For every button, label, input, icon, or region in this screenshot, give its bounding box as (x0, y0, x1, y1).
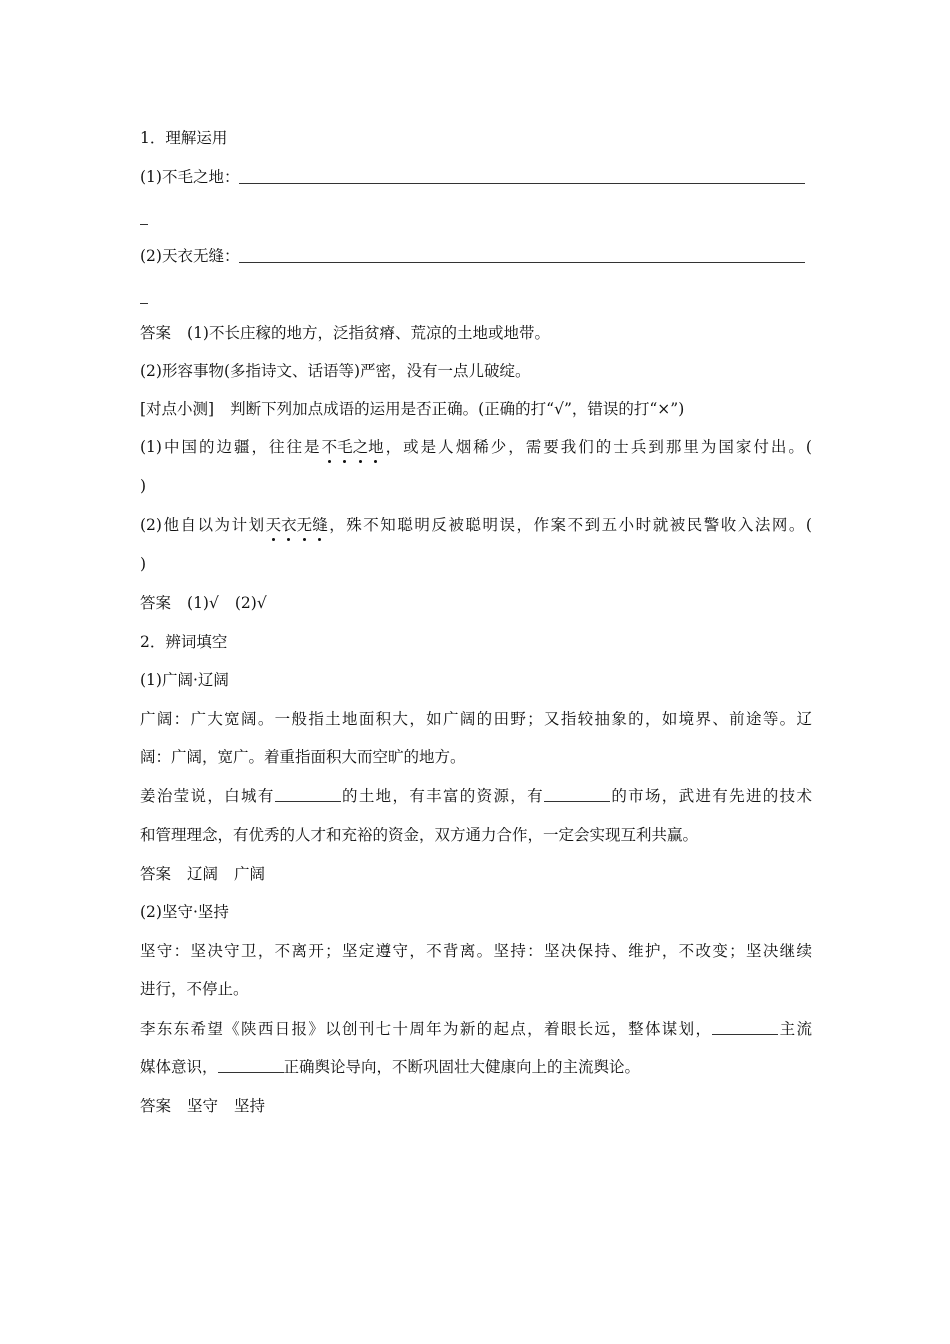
fill-blank (544, 787, 610, 802)
question-2 (140, 245, 812, 267)
answer-line-2 (239, 262, 805, 263)
dotted-char: 之 (352, 438, 369, 456)
pair-1-answer (140, 863, 812, 885)
answer-label: 答案 (140, 1097, 172, 1115)
pair-2-title: (2)坚守·坚持 (140, 903, 229, 921)
answer-line-1 (239, 183, 805, 184)
pair-1-question-b: 的土地，有丰富的资源，有 (340, 787, 544, 805)
pair-1-title: (1)广阔·辽阔 (140, 671, 229, 689)
pair-2-question-b: 主流 (778, 1020, 812, 1038)
dotted-char: 地 (368, 438, 384, 456)
pair-1-definition-2: 阔：广阔，宽广。着重指面积大而空旷的地方。 (140, 748, 466, 766)
pair-2-definition-1: 坚守：坚决守卫，不离开；坚定遵守，不背离。坚持：坚决保持、维护，不改变；坚决继续 (140, 942, 812, 960)
dotted-char: 无 (296, 516, 313, 534)
pair-2-question-1 (140, 1018, 812, 1040)
test-instruction: 判断下列加点成语的运用是否正确。(正确的打“√”，错误的打“×”) (230, 400, 685, 418)
question-1-label: (1)不毛之地： (140, 168, 240, 186)
test-answer (140, 592, 812, 614)
answer-label: 答案 (140, 324, 172, 342)
pair-1-question-2: 和管理理念，有优秀的人才和充裕的资金，双方通力合作，一定会实现互利共赢。 (140, 826, 699, 844)
pair-2-question-c: 媒体意识， (140, 1058, 218, 1076)
answer-block-1 (140, 322, 812, 344)
dotted-char: 毛 (337, 438, 353, 456)
section-2-heading: 2．辨词填空 (140, 633, 228, 651)
test-answer-1: (1)√ (187, 594, 219, 612)
test-item-1-close: ) (140, 477, 147, 495)
test-item-1 (140, 436, 812, 458)
question-1 (140, 166, 812, 188)
pair-2-answer-2: 坚持 (234, 1097, 266, 1115)
answer-line-1-tail (140, 224, 148, 225)
pair-1-answer-2: 广阔 (234, 865, 266, 883)
test-instruction-line (140, 398, 812, 420)
test-item-2-post: ，殊不知聪明反被聪明误，作案不到五小时就被民警收入法网。( (327, 516, 812, 534)
pair-1-question-a: 姜治莹说，白城有 (140, 787, 275, 805)
pair-1-answer-1: 辽阔 (187, 865, 219, 883)
pair-2-question-d: 正确舆论导向，不断巩固壮大健康向上的主流舆论。 (283, 1058, 641, 1076)
test-answer-2: (2)√ (234, 594, 267, 612)
pair-2-question-2 (140, 1056, 812, 1078)
pair-2-definition-2: 进行，不停止。 (140, 980, 249, 998)
fill-blank (712, 1020, 778, 1035)
fill-blank (275, 787, 341, 802)
dotted-char: 不 (321, 438, 338, 456)
test-item-1-pre: (1)中国的边疆，往往是 (140, 438, 322, 456)
test-tag: [对点小测] (140, 400, 215, 418)
section-1-heading: 1．理解运用 (140, 129, 228, 147)
pair-1-definition-1: 广阔：广大宽阔。一般指土地面积大，如广阔的田野；又指较抽象的，如境界、前途等。辽 (140, 710, 812, 728)
dotted-char: 缝 (312, 516, 328, 534)
fill-blank (218, 1058, 284, 1073)
answer-label: 答案 (140, 865, 172, 883)
pair-2-answer-1: 坚守 (187, 1097, 219, 1115)
pair-2-question-a: 李东东希望《陕西日报》以创刊七十周年为新的起点，着眼长远，整体谋划， (140, 1020, 713, 1038)
answer-label: 答案 (140, 594, 172, 612)
test-item-1-post: ，或是人烟稀少，需要我们的士兵到那里为国家付出。( (383, 438, 812, 456)
dotted-char: 天 (265, 516, 282, 534)
pair-1-question-c: 的市场，武进有先进的技术 (609, 787, 812, 805)
question-2-label: (2)天衣无缝： (140, 247, 240, 265)
test-item-2 (140, 514, 812, 536)
pair-2-answer (140, 1095, 812, 1117)
answer-2-text: (2)形容事物(多指诗文、话语等)严密，没有一点儿破绽。 (140, 362, 531, 380)
test-item-2-pre: (2)他自以为计划 (140, 516, 266, 534)
pair-1-question-1 (140, 785, 812, 807)
dotted-char: 衣 (281, 516, 297, 534)
answer-1-text: (1)不长庄稼的地方，泛指贫瘠、荒凉的土地或地带。 (187, 324, 550, 342)
answer-line-2-tail (140, 303, 148, 304)
test-item-2-close: ) (140, 555, 147, 573)
